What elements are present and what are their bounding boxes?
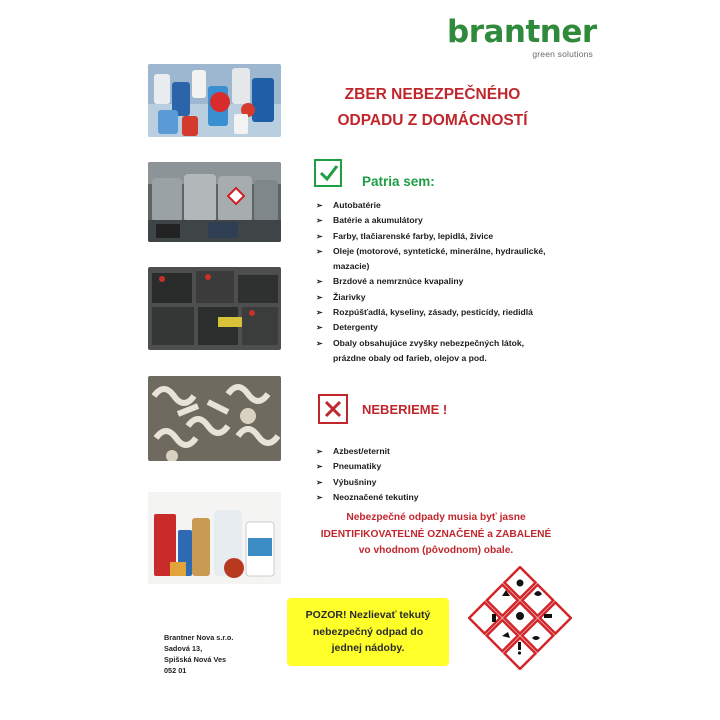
list-item-continuation: mazacie) (333, 261, 370, 272)
rejected-list (316, 444, 418, 505)
arrow-bullet-icon: ➢ (316, 492, 323, 502)
title-line-1: ZBER NEBEZPEČNÉHO (344, 86, 521, 103)
address-line-4: 052 01 (164, 666, 187, 675)
list-item: ➢ Detergenty (316, 320, 546, 335)
list-item: ➢ Žiarivky (316, 290, 546, 305)
address-line-2: Sadová 13, (164, 644, 203, 653)
arrow-bullet-icon: ➢ (316, 231, 323, 241)
photo-containers (148, 492, 281, 584)
list-item: ➢ Batérie a akumulátory (316, 213, 546, 228)
list-item: ➢ Výbušniny (316, 475, 418, 490)
list-item: ➢ Brzdové a nemrznúce kvapaliny (316, 274, 546, 289)
arrow-bullet-icon: ➢ (316, 308, 323, 318)
notice-box (287, 598, 449, 666)
warning-line-3: vo vhodnom (pôvodnom) obale. (358, 545, 514, 556)
page-title (300, 82, 565, 134)
checkmark-icon (314, 159, 342, 187)
cross-icon (318, 394, 348, 424)
accepted-heading: Patria sem: (362, 174, 435, 189)
address-line-1: Brantner Nova s.r.o. (164, 633, 234, 642)
arrow-bullet-icon: ➢ (316, 338, 323, 348)
list-item: ➢ Azbest/eternit (316, 444, 418, 459)
arrow-bullet-icon: ➢ (316, 477, 323, 487)
title-line-2: ODPADU Z DOMÁCNOSTÍ (337, 112, 528, 129)
arrow-bullet-icon: ➢ (316, 292, 323, 302)
photo-car-batteries (148, 267, 281, 350)
hazard-pictograms (468, 566, 572, 670)
photo-chemical-bottles (148, 64, 281, 137)
logo-tagline: green solutions (532, 49, 593, 59)
address-line-3: Spišská Nová Ves (164, 655, 227, 664)
list-item: ➢ Pneumatiky (316, 459, 418, 474)
notice-line-3: jednej nádoby. (331, 642, 405, 654)
arrow-bullet-icon: ➢ (316, 246, 323, 256)
arrow-bullet-icon: ➢ (316, 201, 323, 210)
list-item-continuation: prázdne obaly od farieb, olejov a pod. (333, 352, 487, 363)
list-item: ➢ Obaly obsahujúce zvyšky nebezpečných látok, (316, 336, 546, 351)
list-item: ➢ Autobatérie (316, 198, 546, 213)
accepted-list (316, 198, 546, 366)
brand-logo (447, 14, 597, 60)
warning-line-1: Nebezpečné odpady musia byť jasne (346, 512, 526, 523)
logo-wordmark: brantner (447, 14, 597, 50)
list-item: ➢ Oleje (motorové, syntetické, minerálne, hydraulické, (316, 244, 546, 259)
arrow-bullet-icon: ➢ (316, 447, 323, 456)
arrow-bullet-icon: ➢ (316, 277, 323, 287)
company-address (164, 632, 233, 676)
list-item: ➢ Neoznačené tekutiny (316, 490, 418, 505)
photo-fluorescent-lamps (148, 376, 281, 461)
notice-line-2: nebezpečný odpad do (312, 625, 424, 638)
list-item: ➢ Rozpúšťadlá, kyseliny, zásady, pesticídy, riedidlá (316, 305, 546, 320)
notice-line-1: POZOR! Nezlievať tekutý (305, 609, 431, 621)
packaging-warning (318, 510, 554, 560)
photo-barrels (148, 162, 281, 242)
arrow-bullet-icon: ➢ (316, 216, 323, 226)
arrow-bullet-icon: ➢ (316, 323, 323, 333)
list-item: ➢ Farby, tlačiarenské farby, lepidlá, živice (316, 229, 546, 244)
rejected-heading: NEBERIEME ! (362, 402, 448, 417)
arrow-bullet-icon: ➢ (316, 462, 323, 472)
warning-line-2: IDENTIFIKOVATEĽNÉ OZNAČENÉ a ZABALENÉ (320, 528, 552, 540)
